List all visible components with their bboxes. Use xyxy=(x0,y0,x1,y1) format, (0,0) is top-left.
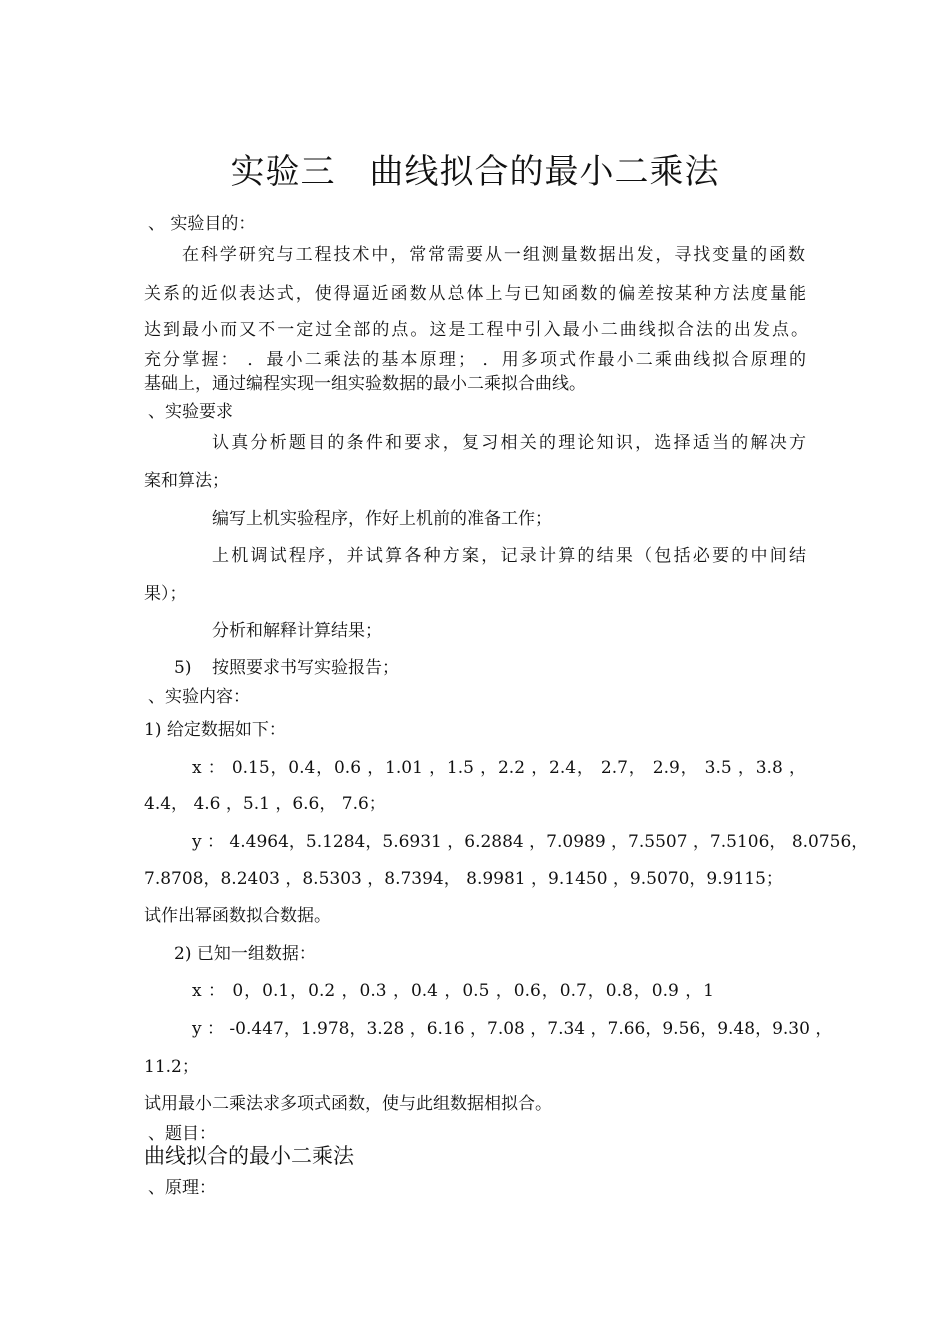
question-2-label: 2) 已知一组数据： xyxy=(174,944,316,964)
requirement-5: 按照要求书写实验报告； xyxy=(212,658,399,678)
section-heading-principle: 、原理： xyxy=(148,1178,216,1198)
question-1-label: 1) 给定数据如下： xyxy=(144,720,286,740)
requirement-1-line-2: 案和算法； xyxy=(144,471,229,491)
question-2-x-line: x ： 0，0.1，0.2 ，0.3 ，0.4 ，0.5 ，0.6，0.7，0.8，0.9 ，1 xyxy=(192,981,714,1001)
question-2-task: 试用最小二乘法求多项式函数，使与此组数据相拟合。 xyxy=(144,1094,552,1114)
question-1-x-line-2: 4.4， 4.6 ，5.1 ，6.6， 7.6； xyxy=(144,794,386,814)
purpose-line-1: 在科学研究与工程技术中，常常需要从一组测量数据出发，寻找变量的函数 xyxy=(182,245,805,265)
question-1-y-line-2: 7.8708，8.2403 ，8.5303 ，8.7394， 8.9981 ，9.1450 ，9.5070，9.9115； xyxy=(144,869,783,889)
title-part2: 曲线拟合的最小二乘法 xyxy=(369,152,720,192)
section-heading-topic: 、题目： xyxy=(148,1124,216,1144)
topic-text: 曲线拟合的最小二乘法 xyxy=(144,1144,354,1168)
question-1-x-line-1: x ： 0.15，0.4，0.6 ，1.01 ，1.5 ，2.2 ，2.4， 2.7， 2.9， 3.5 ，3.8 ， xyxy=(192,758,806,778)
section-heading-requirements: 、实验要求 xyxy=(148,402,233,422)
section-heading-purpose: 、 实验目的： xyxy=(148,214,256,234)
question-2-y-line-1: y ： -0.447，1.978，3.28 ，6.16 ，7.08 ，7.34 ，7.66，9.56，9.48，9.30 ， xyxy=(192,1019,833,1039)
question-1-y-line-1: y ： 4.4964，5.1284，5.6931 ，6.2884 ，7.0989 ，7.5507 ，7.5106， 8.0756， xyxy=(192,832,869,852)
purpose-line-3: 达到最小而又不一定过全部的点。这是工程中引入最小二曲线拟合法的出发点。 xyxy=(144,320,808,340)
question-2-y-line-2: 11.2； xyxy=(144,1057,199,1077)
requirement-2: 编写上机实验程序，作好上机前的准备工作； xyxy=(212,509,552,529)
purpose-line-2: 关系的近似表达式，使得逼近函数从总体上与已知函数的偏差按某种方法度量能 xyxy=(144,284,806,304)
requirement-3-line-1: 上机调试程序，并试算各种方案，记录计算的结果（包括必要的中间结 xyxy=(212,546,806,566)
purpose-line-4: 充分掌握： ．最小二乘法的基本原理； ．用多项式作最小二乘曲线拟合原理的 xyxy=(144,350,806,370)
section-heading-content: 、实验内容： xyxy=(148,687,250,707)
requirement-1-line-1: 认真分析题目的条件和要求，复习相关的理论知识，选择适当的解决方 xyxy=(212,433,806,453)
requirement-4: 分析和解释计算结果； xyxy=(212,621,382,641)
purpose-line-5: 基础上，通过编程实现一组实验数据的最小二乘拟合曲线。 xyxy=(144,374,586,394)
title-part1: 实验三 xyxy=(230,152,336,192)
question-1-task: 试作出幂函数拟合数据。 xyxy=(144,906,331,926)
page-title xyxy=(0,150,950,194)
requirement-5-number: 5) xyxy=(174,658,192,678)
requirement-3-line-2: 果）； xyxy=(144,584,187,604)
